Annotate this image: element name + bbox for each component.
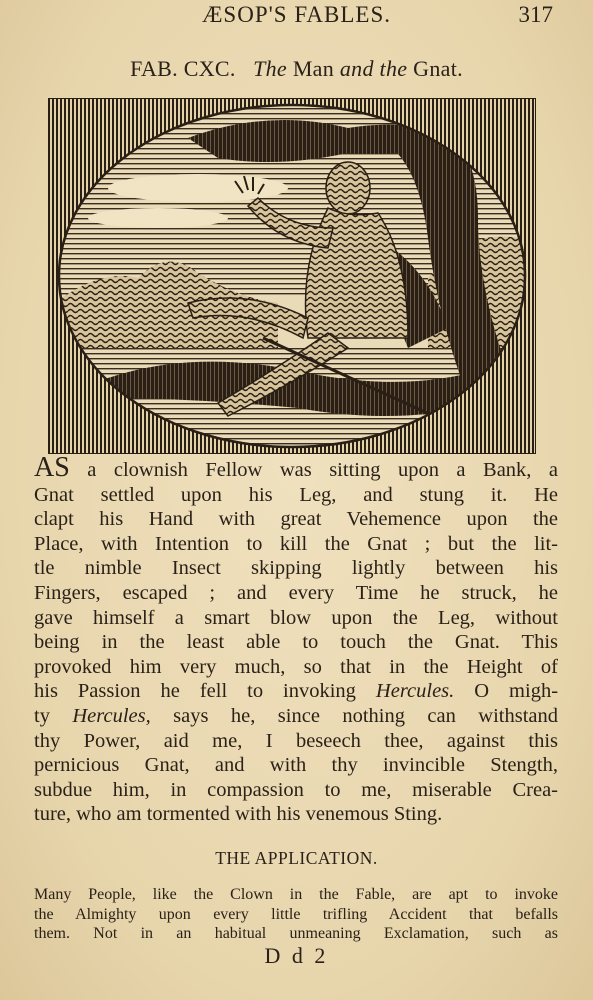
fable-number: FAB. CXC. [130, 56, 236, 81]
body-line-14: subdue him, in compassion to me, miserable Crea- [34, 778, 558, 801]
body-line-9: provoked him very much, so that in the Height of [34, 655, 558, 678]
running-header [0, 2, 593, 32]
hercules-name: Hercules, [72, 704, 151, 727]
application-line-1: Many People, like the Clown in the Fable, are apt to invoke [34, 886, 558, 903]
fable-title-gnat: Gnat. [413, 56, 463, 81]
body-line-11: ty Hercules, says he, since nothing can withstand [34, 704, 558, 727]
drop-cap: AS [34, 452, 70, 483]
body-line-15: ture, who am tormented with his venemous Sting. [34, 803, 443, 826]
fable-title [0, 56, 593, 82]
body-line-6: Fingers, escaped ; and every Time he struck, he [34, 581, 558, 604]
body-line-13: pernicious Gnat, and with thy invincible Stength, [34, 754, 558, 777]
body-line-1: AS a clownish Fellow was sitting upon a Bank, a [34, 452, 559, 483]
body-line-4: Place, with Intention to kill the Gnat ; but the lit- [34, 532, 558, 555]
body-line-5: tle nimble Insect skipping lightly between his [34, 557, 558, 580]
fable-title-and-the: and the [339, 56, 408, 81]
page-number: 317 [518, 2, 553, 27]
fable-title-man: Man [292, 56, 335, 81]
body-line-7: gave himself a smart blow upon the Leg, without [34, 606, 558, 629]
application-line-3: them. Not in an habitual unmeaning Exclamation, such as [34, 925, 558, 942]
fable-title-the: The [253, 56, 287, 81]
application-text [34, 885, 558, 944]
signature-mark: D d 2 [264, 943, 329, 968]
body-line-10: his Passion he fell to invoking Hercules. O migh- [34, 680, 559, 703]
application-heading: THE APPLICATION. [215, 848, 378, 868]
woodcut-illustration [48, 98, 536, 454]
hercules-name: Hercules. [375, 680, 455, 703]
body-line-3: clapt his Hand with great Vehemence upon the [34, 508, 558, 531]
fable-body [34, 452, 559, 827]
body-line-8: being in the least able to touch the Gnat. This [34, 631, 558, 654]
header-title: ÆSOP'S FABLES. [201, 2, 391, 27]
application-line-2: the Almighty upon every little trifling Accident that befalls [34, 905, 558, 923]
body-line-2: Gnat settled upon his Leg, and stung it. He [34, 483, 558, 506]
body-line-12: thy Power, aid me, I beseech thee, against this [34, 729, 558, 752]
